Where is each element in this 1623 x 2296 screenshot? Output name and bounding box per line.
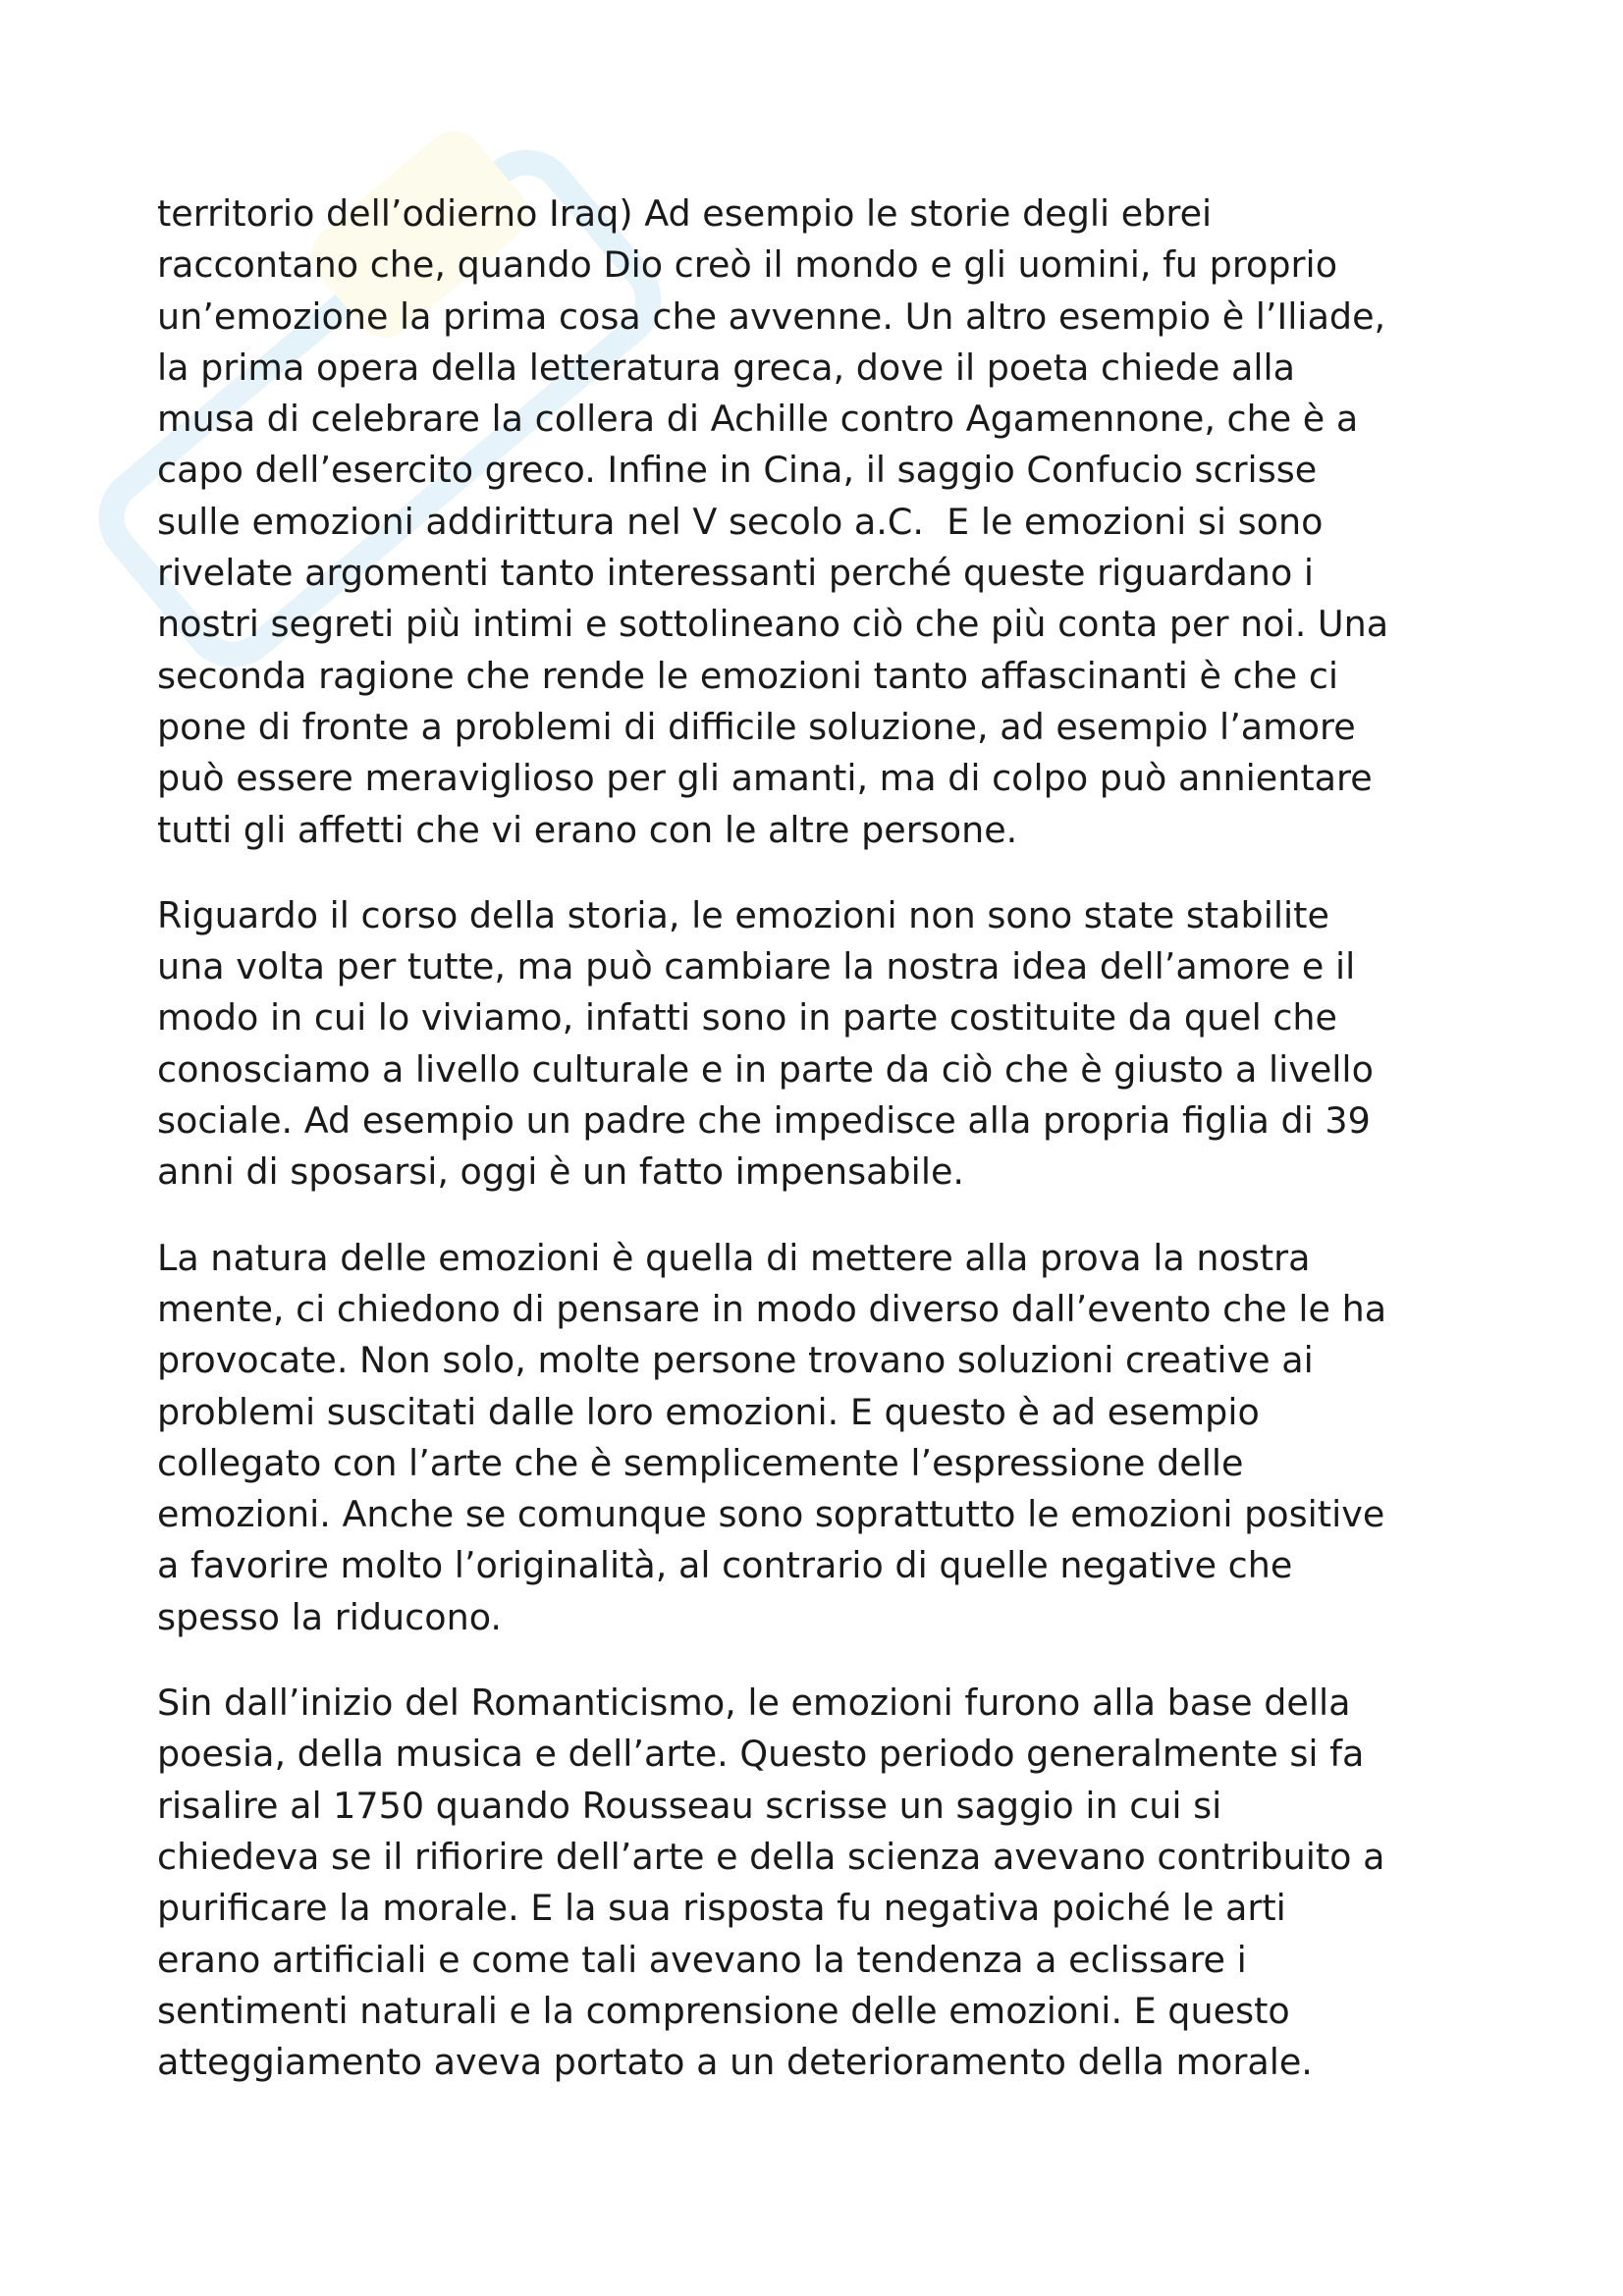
text-line: seconda ragione che rende le emozioni tanto affascinanti è che ci	[157, 654, 1339, 697]
text-line: conosciamo a livello culturale e in parte da ciò che è giusto a livello	[157, 1047, 1374, 1091]
text-line: musa di celebrare la collera di Achille contro Agamennone, che è a	[157, 398, 1359, 441]
text-line: emozioni. Anche se comunque sono soprattutto le emozioni positive	[157, 1493, 1385, 1536]
text-line: purificare la morale. E la sua risposta fu negativa poiché le arti	[157, 1887, 1286, 1930]
text-line: anni di sposarsi, oggi è un fatto impensabile.	[157, 1150, 965, 1194]
text-line: la prima opera della letteratura greca, dove il poeta chiede alla	[157, 346, 1296, 389]
paragraph-1	[157, 188, 1483, 856]
text-line: tutti gli affetti che vi erano con le altre persone.	[157, 808, 1018, 851]
text-line: un’emozione la prima cosa che avvenne. Un altro esempio è l’Iliade,	[157, 294, 1386, 338]
text-line: collegato con l’arte che è semplicemente l’espressione delle	[157, 1441, 1244, 1484]
text-line: Sin dall’inizio del Romanticismo, le emozioni furono alla base della	[157, 1682, 1351, 1725]
text-line: territorio dell’odierno Iraq) Ad esempio le storie degli ebrei	[157, 192, 1213, 235]
paragraph-2	[157, 890, 1483, 1199]
text-line: nostri segreti più intimi e sottolineano ciò che più conta per noi. Una	[157, 603, 1389, 646]
text-line: atteggiamento aveva portato a un deterioramento della morale.	[157, 2041, 1313, 2084]
text-line: chiedeva se il rifiorire dell’arte e della scienza avevano contribuito a	[157, 1835, 1385, 1878]
text-line: modo in cui lo viviamo, infatti sono in parte costituite da quel che	[157, 996, 1338, 1040]
text-line: risalire al 1750 quando Rousseau scrisse un saggio in cui si	[157, 1784, 1222, 1827]
text-line: rivelate argomenti tanto interessanti perché queste riguardano i	[157, 552, 1315, 595]
text-line: mente, ci chiedono di pensare in modo diverso dall’evento che le ha	[157, 1287, 1387, 1330]
text-line: poesia, della musica e dell’arte. Questo periodo generalmente si fa	[157, 1733, 1365, 1776]
text-line: La natura delle emozioni è quella di mettere alla prova la nostra	[157, 1236, 1311, 1279]
text-line: può essere meraviglioso per gli amanti, ma di colpo può annientare	[157, 757, 1373, 800]
paragraph-3	[157, 1233, 1483, 1643]
text-line: raccontano che, quando Dio creò il mondo e gli uomini, fu proprio	[157, 243, 1338, 287]
paragraph-4	[157, 1678, 1483, 2088]
text-line: a favorire molto l’originalità, al contrario di quelle negative che	[157, 1544, 1293, 1587]
text-line: spesso la riducono.	[157, 1595, 502, 1638]
text-line: Riguardo il corso della storia, le emozioni non sono state stabilite	[157, 893, 1329, 936]
text-line: provocate. Non solo, molte persone trovano soluzioni creative ai	[157, 1339, 1314, 1382]
text-line: sentimenti naturali e la comprensione delle emozioni. E questo	[157, 1989, 1290, 2032]
document-page	[157, 188, 1483, 2122]
text-line: una volta per tutte, ma può cambiare la nostra idea dell’amore e il	[157, 945, 1356, 988]
text-line: erano artificiali e come tali avevano la tendenza a eclissare i	[157, 1938, 1247, 1981]
text-line: sulle emozioni addirittura nel V secolo a.C. E le emozioni si sono	[157, 500, 1324, 543]
text-line: capo dell’esercito greco. Infine in Cina, il saggio Confucio scrisse	[157, 449, 1318, 492]
text-line: problemi suscitati dalle loro emozioni. E questo è ad esempio	[157, 1390, 1260, 1433]
text-line: sociale. Ad esempio un padre che impedisce alla propria figlia di 39	[157, 1099, 1371, 1143]
text-line: pone di fronte a problemi di difficile soluzione, ad esempio l’amore	[157, 705, 1356, 748]
